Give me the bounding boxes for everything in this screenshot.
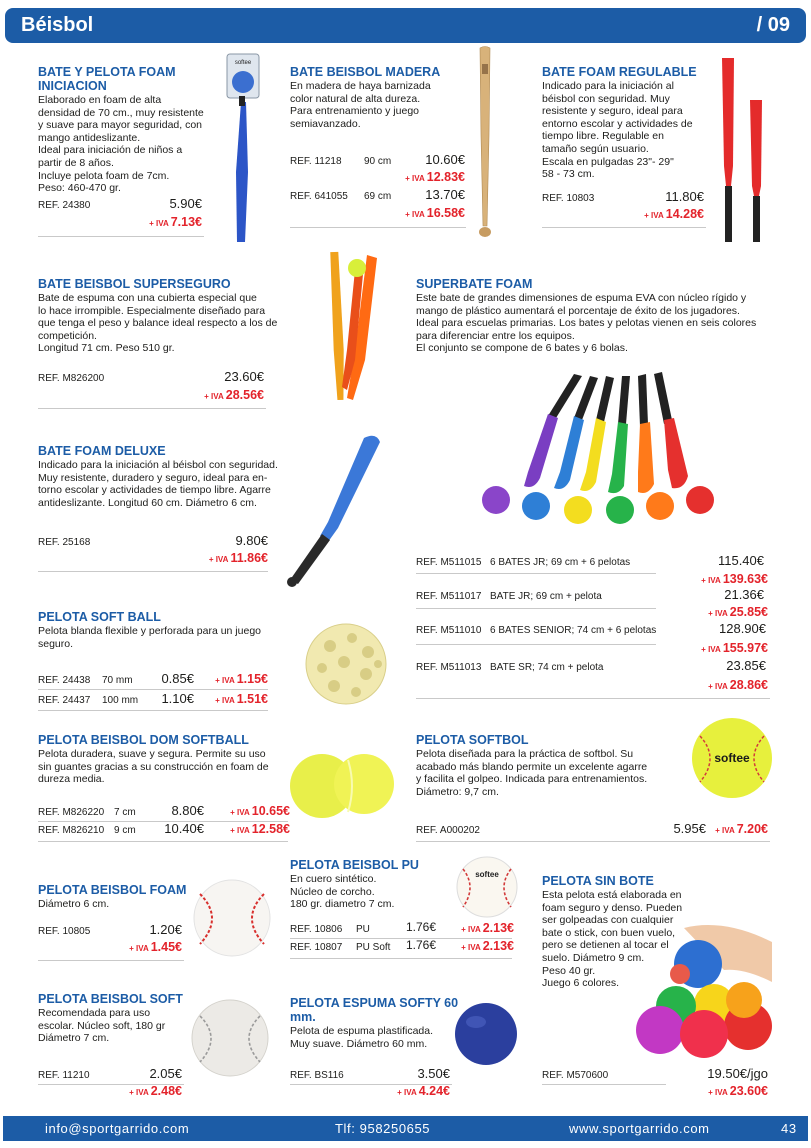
desc-line: y suave para mayor seguridad, con xyxy=(38,119,203,132)
divider xyxy=(416,644,656,645)
desc-line: Indicado para la iniciación al béisbol con seguridad. xyxy=(38,459,278,471)
desc-line: que tenga el peso y balance ideal respecto a los de xyxy=(38,317,278,330)
product-description xyxy=(38,94,238,195)
product-price: 5.95€ xyxy=(673,821,706,836)
product-ref: REF. M570600 xyxy=(542,1070,609,1081)
desc-line: En cuero sintético. xyxy=(290,873,377,885)
desc-line: El conjunto se compone de 6 bates y 6 bolas. xyxy=(416,342,628,355)
product-price-iva: + IVA 1.45€ xyxy=(129,940,182,954)
product-title: BATE BEISBOL SUPERSEGURO xyxy=(38,277,231,291)
product-description xyxy=(38,898,198,911)
product-title: PELOTA SIN BOTE xyxy=(542,874,654,888)
product-price: 5.90€ xyxy=(169,196,202,211)
divider xyxy=(416,608,656,609)
product-price: 2.05€ xyxy=(149,1066,182,1081)
product-ref: REF. M511013 xyxy=(416,662,482,673)
desc-line: Diámetro 7 cm. xyxy=(38,1032,110,1045)
desc-line: mango de plástico aumentará el porcentaje de éxito de los jugadores. xyxy=(416,304,740,317)
desc-line: competición. xyxy=(38,329,97,342)
product-description xyxy=(416,292,786,355)
product-price: 0.85€ xyxy=(161,671,194,686)
adjustable-foam-bat-image xyxy=(714,56,774,246)
divider xyxy=(290,958,512,959)
product-ref: REF. 24380 xyxy=(38,200,91,211)
foam-baseball-image xyxy=(190,876,274,960)
desc-line: y facilita el golpeo. Indicada para entrenamientos. xyxy=(416,773,648,786)
desc-line: Elaborado en foam de alta xyxy=(38,94,162,106)
footer-website[interactable]: www.sportgarrido.com xyxy=(569,1121,710,1136)
product-ref: REF. A000202 xyxy=(416,825,480,836)
divider xyxy=(38,821,288,822)
product-price-iva: + IVA 12.58€ xyxy=(230,822,290,836)
product-size: 9 cm xyxy=(114,825,136,836)
desc-line: dureza media. xyxy=(38,773,105,786)
desc-line: Recomendada para uso xyxy=(38,1007,151,1019)
product-price-iva: + IVA 2.13€ xyxy=(461,921,514,935)
desc-line: Juego 6 colores. xyxy=(542,977,620,990)
desc-line: Peso 40 gr. xyxy=(542,964,596,977)
desc-line: Peso: 460-470 gr. xyxy=(38,182,121,195)
desc-line: Núcleo de corcho. xyxy=(290,885,375,898)
desc-line: entorno escolar y actividades de xyxy=(542,117,693,130)
product-price-iva: + IVA 4.24€ xyxy=(397,1084,450,1098)
divider xyxy=(38,408,266,409)
wooden-bat-image xyxy=(474,46,496,246)
page-header xyxy=(5,8,806,43)
desc-line: Ideal para iniciación de niños a xyxy=(38,144,183,157)
product-price: 21.36€ xyxy=(724,587,764,602)
divider xyxy=(290,227,466,228)
section-number: / 09 xyxy=(756,14,790,36)
desc-line: torno escolar y actividades de tiempo libre. Agarre xyxy=(38,484,271,497)
product-title-line2: INICIACION xyxy=(38,79,107,93)
product-description xyxy=(38,625,288,650)
product-variant: 6 BATES JR; 69 cm + 6 pelotas xyxy=(490,557,631,568)
product-price-iva: + IVA 14.28€ xyxy=(644,207,704,221)
product-price: 128.90€ xyxy=(719,621,766,636)
product-pelota-beisbol-soft xyxy=(38,992,208,1045)
svg-text:softee: softee xyxy=(234,60,252,66)
softee-logo: softee xyxy=(714,751,750,765)
desc-line: foam seguro y denso. Pueden xyxy=(542,901,683,914)
desc-line: Muy suave. Diámetro 60 mm. xyxy=(290,1037,428,1050)
divider xyxy=(290,938,512,939)
product-price-iva: + IVA 1.51€ xyxy=(215,692,268,706)
product-size: 7 cm xyxy=(114,807,136,818)
page-title: Béisbol xyxy=(21,14,94,36)
footer-email[interactable]: info@sportgarrido.com xyxy=(45,1121,190,1136)
product-ref: REF. 10803 xyxy=(542,193,595,204)
product-title: PELOTA BEISBOL DOM SOFTBALL xyxy=(38,733,249,747)
divider xyxy=(416,698,770,699)
desc-line: béisbol con seguridad. Muy xyxy=(542,92,670,105)
desc-line: lo hace irrompible. Especialmente diseñado para xyxy=(38,304,266,317)
product-price-iva: + IVA 2.48€ xyxy=(129,1084,182,1098)
product-price: 1.76€ xyxy=(405,938,436,952)
desc-line: seguro. xyxy=(38,637,74,650)
desc-line: Indicado para la iniciación al xyxy=(542,80,674,92)
softee-logo: softee xyxy=(475,870,499,879)
desc-line: tiempo libre. Regulable en xyxy=(542,130,664,143)
product-description xyxy=(38,459,308,509)
product-price: 23.85€ xyxy=(726,658,766,673)
product-price-iva: + IVA 139.63€ xyxy=(701,572,768,586)
divider xyxy=(38,710,268,711)
desc-line: resistente y seguro, ideal para xyxy=(542,105,683,118)
product-price-iva: + IVA 7.20€ xyxy=(715,822,768,836)
desc-line: Pelota diseñada para la práctica de softbol. Su xyxy=(416,748,634,760)
product-ref: REF. 11218 xyxy=(290,156,342,167)
superbate-set-image xyxy=(478,368,738,528)
super-safe-bats-image xyxy=(325,250,385,410)
divider xyxy=(290,1084,452,1085)
product-ref: REF. M511017 xyxy=(416,591,482,602)
desc-line: escolar. Núcleo soft, 180 gr xyxy=(38,1019,166,1032)
product-pelota-beisbol-foam xyxy=(38,883,198,911)
foam-bat-with-ball-image xyxy=(222,52,267,247)
product-size: 100 mm xyxy=(102,695,139,706)
product-description xyxy=(416,748,676,798)
product-price-iva: + IVA 28.56€ xyxy=(204,388,264,402)
desc-line: antideslizante. Longitud 60 cm. Diámetro 6 cm. xyxy=(38,496,257,509)
product-ref: REF. M826200 xyxy=(38,373,105,384)
desc-line: suelo. Diámetro 9 cm. xyxy=(542,951,645,964)
product-title: BATE FOAM DELUXE xyxy=(38,444,166,458)
product-price: 8.80€ xyxy=(171,803,204,818)
product-ref: REF. 25168 xyxy=(38,537,91,548)
desc-line: tamaño según usuario. xyxy=(542,142,649,155)
product-title-line2: mm. xyxy=(290,1010,316,1024)
product-price-iva: + IVA 1.15€ xyxy=(215,672,268,686)
product-price: 3.50€ xyxy=(417,1066,450,1081)
product-price-iva: + IVA 10.65€ xyxy=(230,804,290,818)
product-description xyxy=(290,80,470,130)
product-title: BATE Y PELOTA FOAM xyxy=(38,65,176,79)
desc-line: partir de 8 años. xyxy=(38,156,114,169)
product-price: 11.80€ xyxy=(665,189,704,204)
product-price: 19.50€/jgo xyxy=(707,1066,768,1081)
desc-line: 180 gr. diametro 7 cm. xyxy=(290,898,395,911)
product-ref: REF. BS116 xyxy=(290,1070,344,1081)
product-price: 1.10€ xyxy=(161,691,194,706)
product-title: BATE BEISBOL MADERA xyxy=(290,65,441,79)
product-ref: REF. 10806 xyxy=(290,924,343,935)
product-ref: REF. M511010 xyxy=(416,625,482,636)
footer-phone: Tlf: 958250655 xyxy=(335,1121,431,1136)
softball-image xyxy=(690,716,774,800)
product-description xyxy=(290,873,460,911)
desc-line: densidad de 70 cm., muy resistente xyxy=(38,106,204,119)
product-pelota-softbol xyxy=(416,733,676,798)
product-price: 1.76€ xyxy=(405,920,436,934)
product-variant: BATE JR; 69 cm + pelota xyxy=(490,591,602,602)
product-description xyxy=(38,1007,208,1045)
product-ref: REF. M826220 xyxy=(38,807,105,818)
product-ref: REF. 24438 xyxy=(38,675,91,686)
divider xyxy=(38,1084,184,1085)
product-size: 90 cm xyxy=(364,156,392,167)
product-description xyxy=(38,748,288,786)
desc-line: Incluye pelota foam de 7cm. xyxy=(38,169,170,182)
product-price: 13.70€ xyxy=(425,187,465,202)
dom-softball-image xyxy=(290,746,400,826)
product-description xyxy=(542,80,722,181)
no-bounce-balls-image xyxy=(634,922,776,1060)
product-variant: BATE SR; 74 cm + pelota xyxy=(490,662,604,673)
desc-line: sin guantes gracias a su construcción en foam de xyxy=(38,760,269,773)
divider xyxy=(38,571,268,572)
desc-line: Ideal para escuelas primarias. Los bates y pelotas vienen en seis colores xyxy=(416,317,757,330)
product-price: 10.40€ xyxy=(164,821,204,836)
product-price: 23.60€ xyxy=(224,369,264,384)
desc-line: 58 - 73 cm. xyxy=(542,168,595,181)
product-bate-regulable xyxy=(542,65,722,181)
product-price: 10.60€ xyxy=(425,152,465,167)
desc-line: mango antideslizante. xyxy=(38,131,141,144)
product-title: PELOTA ESPUMA SOFTY 60 xyxy=(290,996,459,1010)
divider xyxy=(416,841,770,842)
desc-line: En madera de haya barnizada xyxy=(290,80,431,92)
product-price-iva: + IVA 28.86€ xyxy=(708,678,768,692)
product-price-iva: + IVA 11.86€ xyxy=(208,551,268,565)
product-title: BATE FOAM REGULABLE xyxy=(542,65,697,79)
product-price-iva: + IVA 23.60€ xyxy=(708,1084,768,1098)
desc-line: ser golpeadas con cualquier xyxy=(542,914,674,927)
product-price-iva: + IVA 12.83€ xyxy=(405,170,465,184)
deluxe-foam-bat-image xyxy=(276,432,386,592)
product-superbate-foam xyxy=(416,277,786,355)
divider xyxy=(542,227,706,228)
product-bate-superseguro xyxy=(38,277,308,355)
product-price: 9.80€ xyxy=(235,533,268,548)
product-description xyxy=(38,292,308,355)
product-bate-madera xyxy=(290,65,470,130)
product-ref: REF. 641055 xyxy=(290,191,348,202)
divider xyxy=(416,573,656,574)
page-footer xyxy=(3,1116,808,1141)
product-price: 1.20€ xyxy=(149,922,182,937)
desc-line: Escala en pulgadas 23"- 29" xyxy=(542,155,674,168)
product-title: SUPERBATE FOAM xyxy=(416,277,533,291)
product-size: 70 mm xyxy=(102,675,133,686)
product-size: PU Soft xyxy=(356,942,391,953)
desc-line: Este bate de grandes dimensiones de espuma EVA con núcleo rígido y xyxy=(416,292,747,304)
desc-line: Pelota blanda flexible y perforada para un juego xyxy=(38,625,261,637)
desc-line: Longitud 71 cm. Peso 510 gr. xyxy=(38,342,175,355)
product-bate-pelota-foam xyxy=(38,65,238,195)
product-ref: REF. 24437 xyxy=(38,695,91,706)
desc-line: pero se detienen al tocar el xyxy=(542,939,669,952)
product-variant: 6 BATES SENIOR; 74 cm + 6 pelotas xyxy=(490,625,657,636)
product-price-iva: + IVA 155.97€ xyxy=(701,641,768,655)
page-number: 43 xyxy=(781,1121,797,1136)
desc-line: bate o stick, con buen vuelo, xyxy=(542,926,676,939)
softy-foam-ball-image xyxy=(452,1000,522,1070)
desc-line: Para entrenamiento y juego xyxy=(290,105,419,118)
perforated-ball-image xyxy=(302,620,392,710)
divider xyxy=(38,960,184,961)
product-price-iva: + IVA 7.13€ xyxy=(149,215,202,229)
divider xyxy=(38,841,288,842)
desc-line: Diámetro 6 cm. xyxy=(38,898,110,910)
product-title: PELOTA SOFT BALL xyxy=(38,610,161,624)
product-title: PELOTA BEISBOL FOAM xyxy=(38,883,187,897)
product-ref: REF. 11210 xyxy=(38,1070,90,1081)
product-ref: REF. 10805 xyxy=(38,926,91,937)
divider xyxy=(542,1084,666,1085)
pu-baseball-image xyxy=(455,855,521,921)
product-pelota-soft-ball xyxy=(38,610,288,650)
desc-line: acabado más blando permite un excelente agarre xyxy=(416,760,648,773)
desc-line: Pelota duradera, suave y segura. Permite su uso xyxy=(38,748,266,760)
product-ref: REF. M511015 xyxy=(416,557,482,568)
product-title: PELOTA SOFTBOL xyxy=(416,733,529,747)
product-ref: REF. 10807 xyxy=(290,942,343,953)
product-size: PU xyxy=(356,924,370,935)
product-pelota-pu xyxy=(290,858,460,911)
desc-line: Esta pelota está elaborada en xyxy=(542,889,682,901)
divider xyxy=(38,236,204,237)
product-bate-foam-deluxe xyxy=(38,444,308,509)
product-price-iva: + IVA 25.85€ xyxy=(708,605,768,619)
desc-line: color natural de alta dureza. xyxy=(290,92,421,105)
desc-line: Muy resistente, duradero y seguro, ideal para en- xyxy=(38,471,268,484)
product-pelota-dom-softball xyxy=(38,733,288,786)
product-size: 69 cm xyxy=(364,191,392,202)
product-price-iva: + IVA 16.58€ xyxy=(405,206,465,220)
product-title: PELOTA BEISBOL PU xyxy=(290,858,419,872)
desc-line: Pelota de espuma plastificada. xyxy=(290,1025,434,1037)
desc-line: semiavanzado. xyxy=(290,117,361,130)
product-title: PELOTA BEISBOL SOFT xyxy=(38,992,183,1006)
desc-line: para diferenciar entre los equipos. xyxy=(416,329,575,342)
product-price-iva: + IVA 2.13€ xyxy=(461,939,514,953)
desc-line: Bate de espuma con una cubierta especial que xyxy=(38,292,257,304)
product-ref: REF. M826210 xyxy=(38,825,105,836)
divider xyxy=(38,689,268,690)
desc-line: Diámetro: 9,7 cm. xyxy=(416,785,499,798)
soft-baseball-image xyxy=(190,996,274,1080)
product-price: 115.40€ xyxy=(717,553,764,568)
